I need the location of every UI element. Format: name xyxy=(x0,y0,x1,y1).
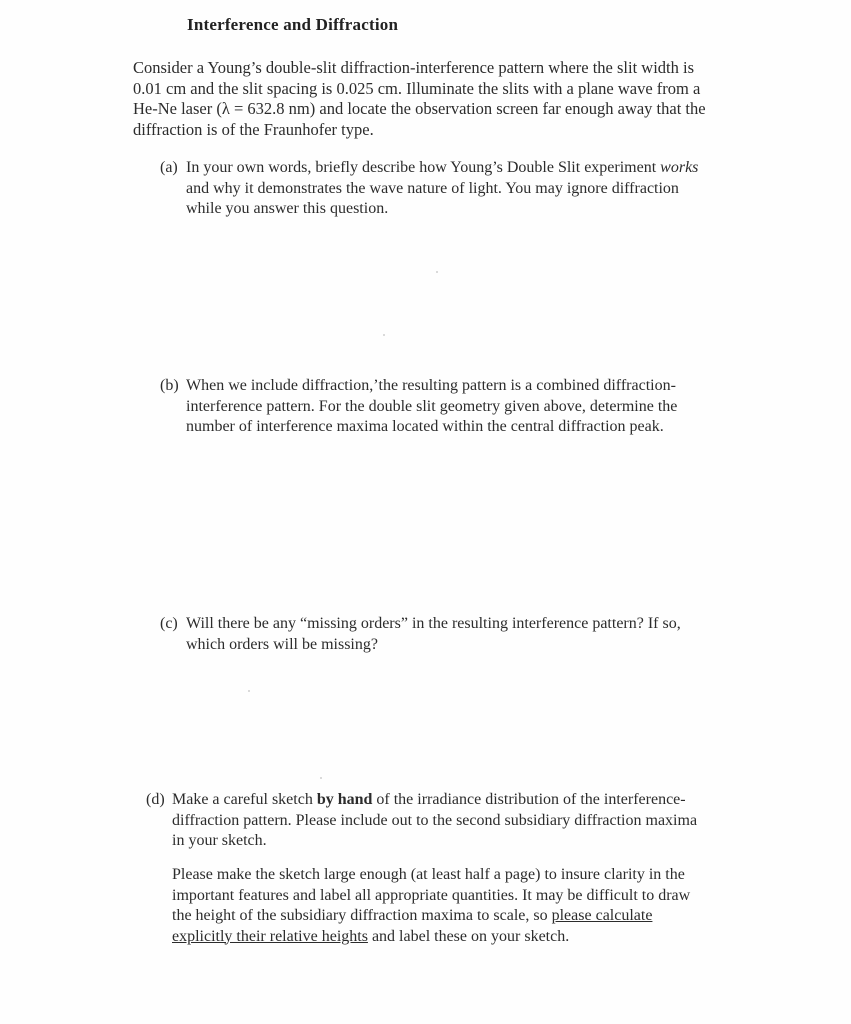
scan-speck xyxy=(383,334,385,336)
question-b-line: number of interference maxima located within the central diffraction peak. xyxy=(186,418,664,435)
question-a-line1-text: In your own words, briefly describe how Young’s Double Slit experiment xyxy=(186,159,661,176)
sketch-note-line xyxy=(172,906,742,927)
intro-line: 0.01 cm and the slit spacing is 0.025 cm. Illuminate the slits with a plane wave from a xyxy=(133,78,701,98)
question-a-line: and why it demonstrates the wave nature of light. You may ignore diffraction xyxy=(186,179,679,197)
intro-paragraph xyxy=(133,58,733,140)
intro-line: He-Ne laser (λ = 632.8 nm) and locate the observation screen far enough away that the xyxy=(133,99,706,118)
question-c-line: which orders will be missing? xyxy=(186,635,378,653)
question-c-label: (c) xyxy=(160,615,178,632)
scan-speck xyxy=(248,690,250,692)
question-a xyxy=(160,158,740,228)
question-b-line: interference pattern. For the double slit geometry given above, determine the xyxy=(186,397,678,415)
sketch-note-line4-post: and label these on your sketch. xyxy=(367,927,570,945)
question-a-line xyxy=(186,158,698,179)
question-d-line: in your sketch. xyxy=(172,832,267,849)
question-d-text xyxy=(172,790,697,852)
question-c xyxy=(160,614,720,664)
question-b-line: When we include diffraction,ʼthe resulting pattern is a combined diffraction- xyxy=(186,377,676,394)
question-d-emphasis: by hand xyxy=(316,791,373,808)
question-b-text xyxy=(186,376,677,438)
question-a-line: while you answer this question. xyxy=(186,200,389,217)
question-b-label: (b) xyxy=(160,377,179,394)
question-d xyxy=(146,790,736,860)
sketch-note-line xyxy=(172,927,742,948)
question-b xyxy=(160,376,720,446)
sketch-note-underlined: please calculate xyxy=(551,907,653,924)
page-title: Interference and Diffraction xyxy=(187,15,399,34)
intro-line: Consider a Young’s double-slit diffraction-interference pattern where the slit width is xyxy=(133,58,695,77)
sketch-note-line3-pre: the height of the subsidiary diffraction maxima to scale, so xyxy=(172,907,552,924)
question-c-line: Will there be any “missing orders” in the resulting interference pattern? If so, xyxy=(186,615,681,632)
sketch-note-line: Please make the sketch large enough (at least half a page) to insure clarity in the xyxy=(172,866,685,883)
sketch-note-underlined: explicitly their relative heights xyxy=(172,927,368,945)
sketch-instructions xyxy=(172,865,742,947)
question-a-label: (a) xyxy=(160,159,178,176)
intro-line: diffraction is of the Fraunhofer type. xyxy=(133,119,374,139)
scan-speck xyxy=(320,777,322,779)
sketch-note-line: important features and label all appropriate quantities. It may be difficult to draw xyxy=(172,886,691,904)
question-a-text xyxy=(186,158,698,220)
question-c-text xyxy=(186,614,681,655)
question-a-emphasis: works xyxy=(660,159,699,176)
scan-speck xyxy=(436,271,438,273)
question-d-label: (d) xyxy=(146,791,165,808)
question-d-line xyxy=(172,790,697,811)
question-d-line1-post: of the irradiance distribution of the interference- xyxy=(372,791,686,808)
question-d-line1-pre: Make a careful sketch xyxy=(172,791,317,808)
question-d-line: diffraction pattern. Please include out to the second subsidiary diffraction maxima xyxy=(172,811,698,829)
